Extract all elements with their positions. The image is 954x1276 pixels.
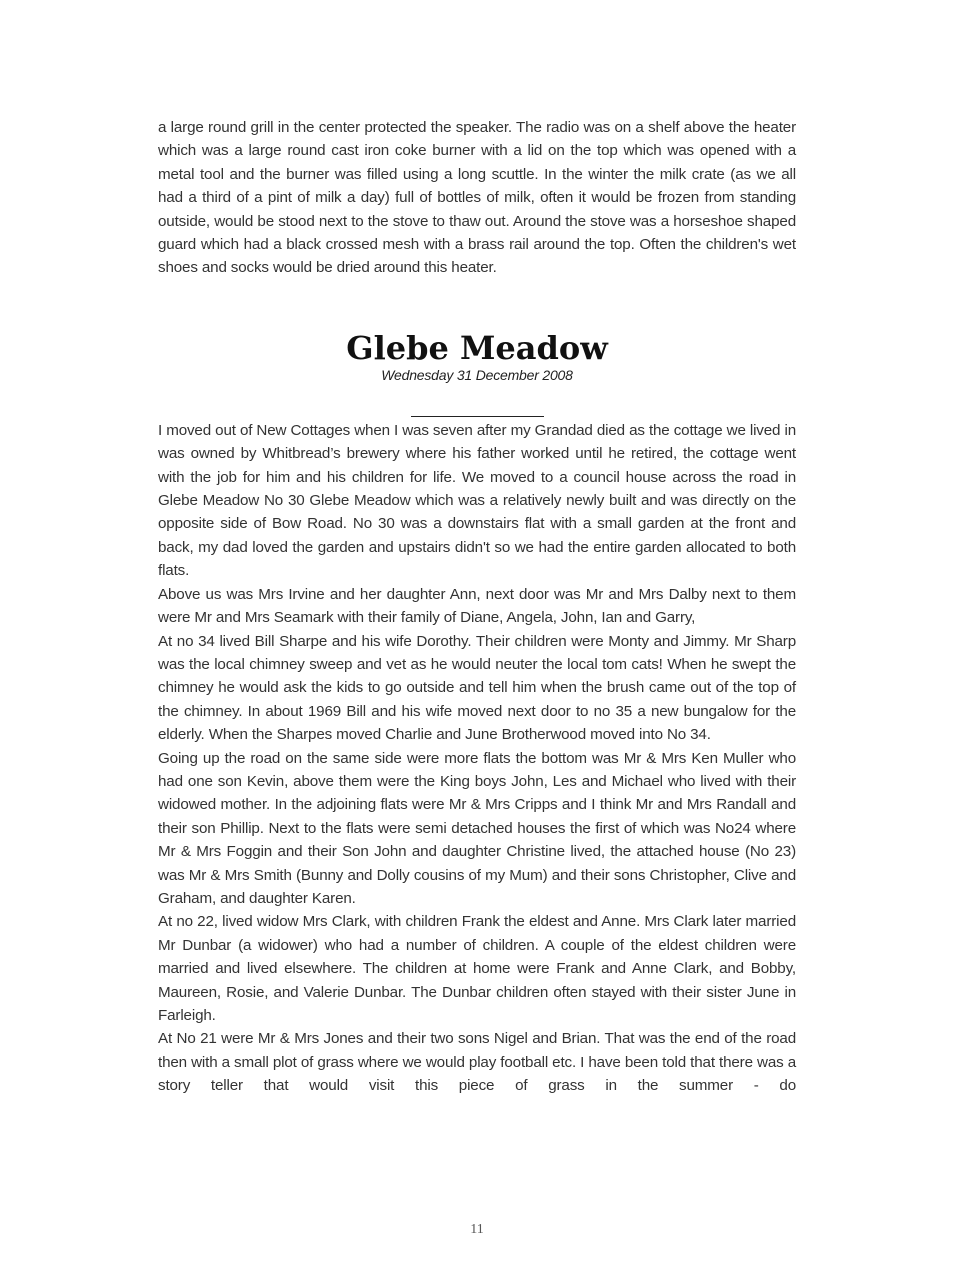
paragraph: At No 21 were Mr & Mrs Jones and their two sons Nigel and Brian. That was the end of the road then with a small plot of grass where we would play football etc. I have been told that there was a story teller that would visit this piece of grass in the summer - do [158, 1030, 796, 1095]
page-content [158, 116, 796, 1098]
intro-paragraph: a large round grill in the center protected the speaker. The radio was on a shelf above the heater which was a large round cast iron coke burner with a lid on the top which was opened with a metal tool and the burner was filled using a long scuttle. In the winter the milk crate (as we all had a third of a pint of milk a day) full of bottles of milk, often it would be frozen from standing outside, would be stood next to the stove to thaw out. Around the stove was a horseshoe shaped guard which had a black crossed mesh with a brass rail around the top. Often the children's wet shoes and socks would be dried around this heater. [158, 119, 796, 277]
paragraph: At no 34 lived Bill Sharpe and his wife Dorothy. Their children were Monty and Jimmy. Mr Sharp was the local chimney sweep and vet as he would neuter the local tom cats! When he swept the chimney he would ask the kids to go outside and tell him when the brush came out of the top of the chimney. In about 1969 Bill and his wife moved next door to no 35 a new bungalow for the elderly. When the Sharpes moved Charlie and June Brotherwood moved into No 34. [158, 632, 796, 744]
paragraph: Going up the road on the same side were more flats the bottom was Mr & Mrs Ken Muller who had one son Kevin, above them were the King boys John, Les and Michael who lived with their widowed mother. In the adjoining flats were Mr & Mrs Cripps and I think Mr and Mrs Randall and their son Phillip. Next to the flats were semi detached houses the first of which was No24 where Mr & Mrs Foggin and their Son John and daughter Christine lived, the attached house (No 23) was Mr & Mrs Smith (Bunny and Dolly cousins of my Mum) and their sons Christopher, Clive and Graham, and daughter Karen. [158, 749, 796, 907]
paragraph: At no 22, lived widow Mrs Clark, with children Frank the eldest and Anne. Mrs Clark later married Mr Dunbar (a widower) who had a number of children. A couple of the eldest children were married and lived elsewhere. The children at home were Frank and Anne Clark, and Bobby, Maureen, Rosie, and Valerie Dunbar. The Dunbar children often stayed with their sister June in Farleigh. [158, 913, 796, 1024]
paragraph: I moved out of New Cottages when I was seven after my Grandad died as the cottage we lived in was owned by Whitbread’s brewery where his father worked until he retired, the cottage went with the job for him and his children for life. We moved to a council house across the road in Glebe Meadow No 30 Glebe Meadow which was a relatively newly built and was directly on the opposite side of Bow Road. No 30 was a downstairs flat with a small garden at the front and back, my dad loved the garden and upstairs didn't so we had the entire garden allocated to both flats. [158, 421, 796, 580]
page-number: 11 [470, 1222, 484, 1237]
divider-rule [411, 416, 544, 417]
section-body [158, 419, 796, 1098]
paragraph: Above us was Mrs Irvine and her daughter Ann, next door was Mr and Mrs Dalby next to them were Mr and Mrs Seamark with their family of Diane, Angela, John, Ian and Garry, [158, 585, 796, 627]
section-header [158, 330, 796, 417]
section-date: Wednesday 31 December 2008 [381, 366, 573, 383]
section-title: Glebe Meadow [346, 328, 608, 367]
